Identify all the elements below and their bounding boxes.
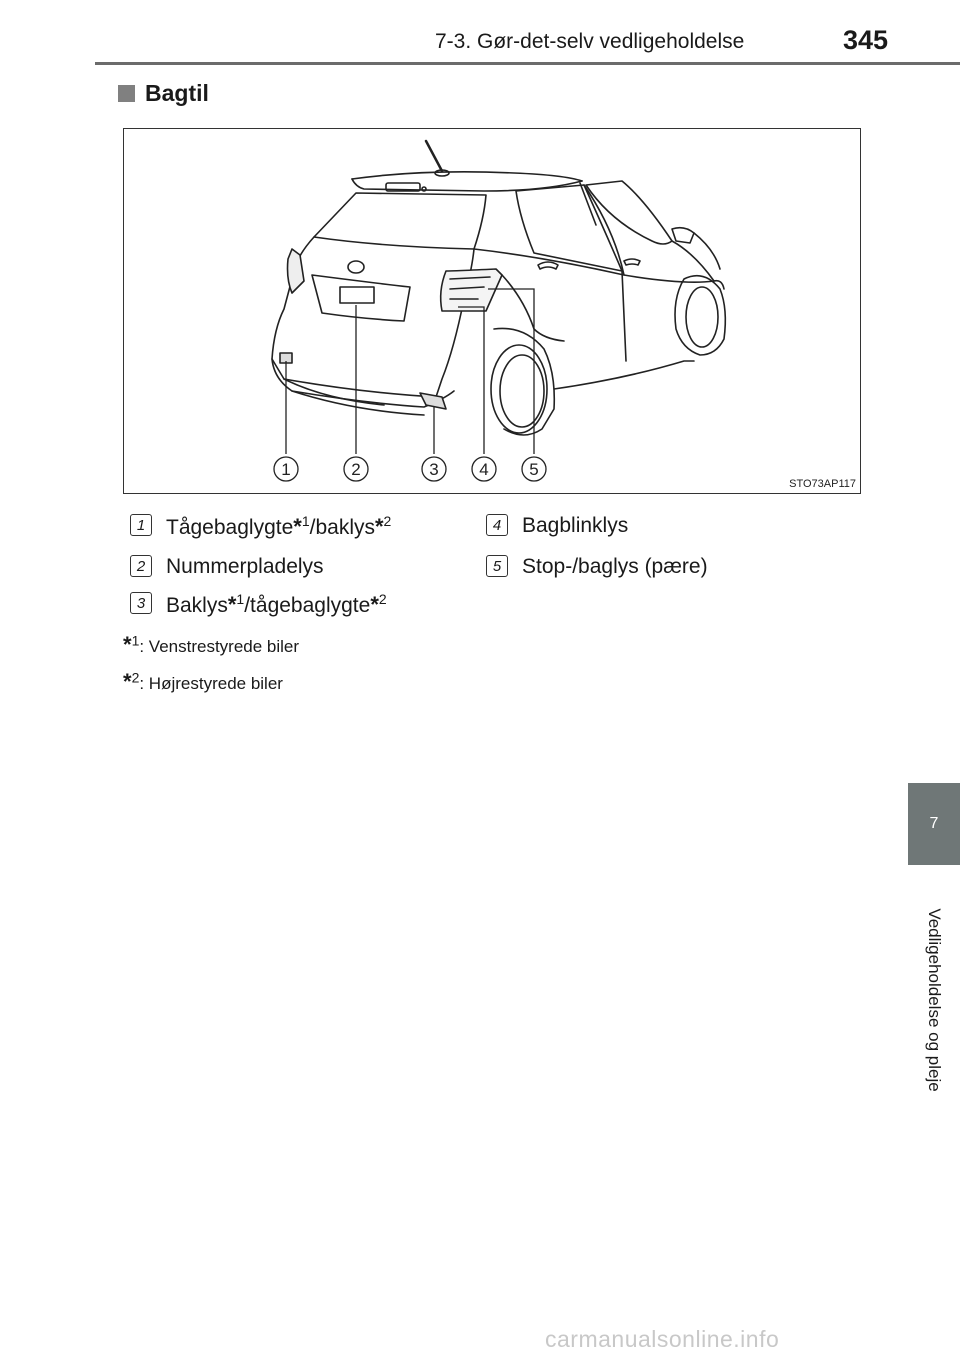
callout-3-label: 3: [429, 460, 439, 479]
chapter-tab-label: Vedligeholdelse og pleje: [925, 908, 944, 1092]
figure-code: STO73AP117: [789, 478, 856, 490]
legend-number-4: 4: [486, 514, 508, 536]
legend-label-4: Bagblinklys: [522, 514, 629, 537]
legend-label-1: Tågebaglygte*$^1$/baklys*$^2$: [166, 513, 392, 539]
chapter-tab: [908, 783, 960, 865]
footnote-2: *$^2$: Højrestyrede biler: [123, 669, 283, 694]
section-title: [118, 80, 209, 107]
callout-5-label: 5: [529, 460, 539, 479]
rear-lights-figure: [123, 128, 861, 494]
legend-item-3: [130, 592, 387, 618]
chapter-header: 7-3. Gør-det-selv vedligeholdelse: [435, 30, 745, 53]
legend-item-1: [130, 514, 391, 540]
legend-label-3: Baklys*$^1$/tågebaglygte*$^2$: [166, 591, 387, 617]
legend-label-2: Nummerpladelys: [166, 555, 324, 578]
legend-label-5: Stop-/baglys (pære): [522, 555, 708, 578]
legend-item-5: [486, 555, 708, 579]
header-rule: [95, 62, 960, 65]
section-title-text: Bagtil: [145, 80, 209, 106]
callout-1-label: 1: [281, 460, 291, 479]
legend-number-5: 5: [486, 555, 508, 577]
page-number: 345: [843, 25, 889, 55]
callout-4-label: 4: [479, 460, 489, 479]
legend-item-2: [130, 555, 324, 579]
watermark: carmanualsonline.info: [545, 1326, 780, 1352]
car-rear-illustration: [124, 129, 862, 495]
callout-2-label: 2: [351, 460, 361, 479]
footnote-1: *$^1$: Venstrestyrede biler: [123, 632, 300, 657]
bullet-square-icon: [118, 85, 135, 102]
legend-number-3: 3: [130, 592, 152, 614]
legend-number-1: 1: [130, 514, 152, 536]
chapter-tab-number: 7: [929, 815, 939, 832]
legend-item-4: [486, 514, 628, 538]
legend-number-2: 2: [130, 555, 152, 577]
